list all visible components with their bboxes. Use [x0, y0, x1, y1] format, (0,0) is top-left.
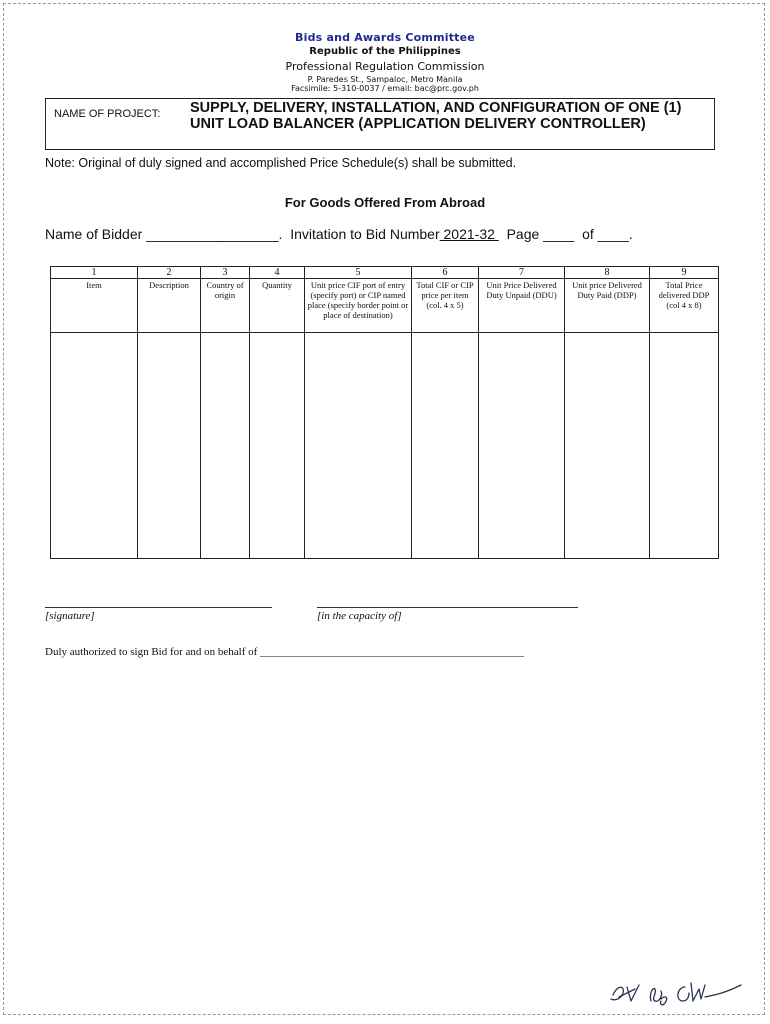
invitation-number: 2021-32: [439, 226, 499, 242]
of-label: of: [574, 226, 594, 242]
unit-price-ddu-cell[interactable]: [479, 333, 565, 559]
agency-contact: Facsimile: 5-310-0037 / email: bac@prc.gov.ph: [291, 84, 479, 93]
behalf-label: Duly authorized to sign Bid for and on behalf of: [45, 646, 258, 658]
country-name: Republic of the Philippines: [309, 46, 461, 57]
column-header-unit-price-ddu: Unit Price Delivered Duty Unpaid (DDU): [479, 279, 565, 333]
signature-label: [signature]: [45, 610, 95, 622]
column-number: 2: [138, 267, 201, 279]
column-number: 6: [412, 267, 479, 279]
unit-price-cif-cell[interactable]: [305, 333, 412, 559]
behalf-field[interactable]: ________________________________________________: [257, 646, 525, 658]
unit-price-ddp-cell[interactable]: [565, 333, 650, 559]
page-total-field[interactable]: ____: [593, 226, 629, 242]
column-number: 8: [565, 267, 650, 279]
bidder-name-field[interactable]: _________________: [142, 226, 279, 242]
invitation-label: . Invitation to Bid Number: [278, 226, 440, 242]
column-header-unit-price-ddp: Unit price Delivered Duty Paid (DDP): [565, 279, 650, 333]
total-cif-cell[interactable]: [412, 333, 479, 559]
total-ddp-cell[interactable]: [650, 333, 719, 559]
behalf-line: [45, 646, 524, 658]
agency-name: Professional Regulation Commission: [285, 60, 485, 73]
column-number: 1: [51, 267, 138, 279]
table-row: [51, 333, 719, 559]
page-number-field[interactable]: ____: [539, 226, 575, 242]
signature-line[interactable]: [45, 607, 272, 608]
column-number: 7: [479, 267, 565, 279]
page-label: Page: [498, 226, 540, 242]
country-cell[interactable]: [201, 333, 250, 559]
bidder-name-label: Name of Bidder: [45, 226, 143, 242]
price-schedule-table: [50, 266, 719, 559]
project-box: [45, 98, 715, 150]
committee-name: Bids and Awards Committee: [295, 31, 475, 44]
column-header-total-cif: Total CIF or CIP price per item (col. 4 x 5): [412, 279, 479, 333]
quantity-cell[interactable]: [250, 333, 305, 559]
column-number: 3: [201, 267, 250, 279]
item-cell[interactable]: [51, 333, 138, 559]
column-header-unit-price-cif: Unit price CIF port of entry (specify port) or CIP named place (specify border point or place of destination): [305, 279, 412, 333]
column-header-country: Country of origin: [201, 279, 250, 333]
capacity-line[interactable]: [317, 607, 578, 608]
bidder-line-end: .: [628, 226, 633, 242]
project-label: NAME OF PROJECT:: [54, 108, 161, 120]
initials-signature-icon: [605, 975, 745, 1009]
column-header-row: [51, 279, 719, 333]
column-header-item: Item: [51, 279, 138, 333]
capacity-label: [in the capacity of]: [317, 610, 402, 622]
column-header-total-ddp: Total Price delivered DDP (col 4 x 8): [650, 279, 719, 333]
section-title: For Goods Offered From Abroad: [284, 195, 486, 210]
submission-note: Note: Original of duly signed and accomplished Price Schedule(s) shall be submitted.: [45, 156, 517, 170]
column-number: 5: [305, 267, 412, 279]
column-number: 9: [650, 267, 719, 279]
agency-address: P. Paredes St., Sampaloc, Metro Manila: [307, 75, 463, 84]
column-number-row: [51, 267, 719, 279]
bidder-line: [45, 226, 633, 242]
column-number: 4: [250, 267, 305, 279]
column-header-description: Description: [138, 279, 201, 333]
project-title: SUPPLY, DELIVERY, INSTALLATION, AND CONFIGURATION OF ONE (1) UNIT LOAD BALANCER (APPLICATION DELIVERY CONTROLLER): [190, 100, 682, 132]
description-cell[interactable]: [138, 333, 201, 559]
column-header-quantity: Quantity: [250, 279, 305, 333]
